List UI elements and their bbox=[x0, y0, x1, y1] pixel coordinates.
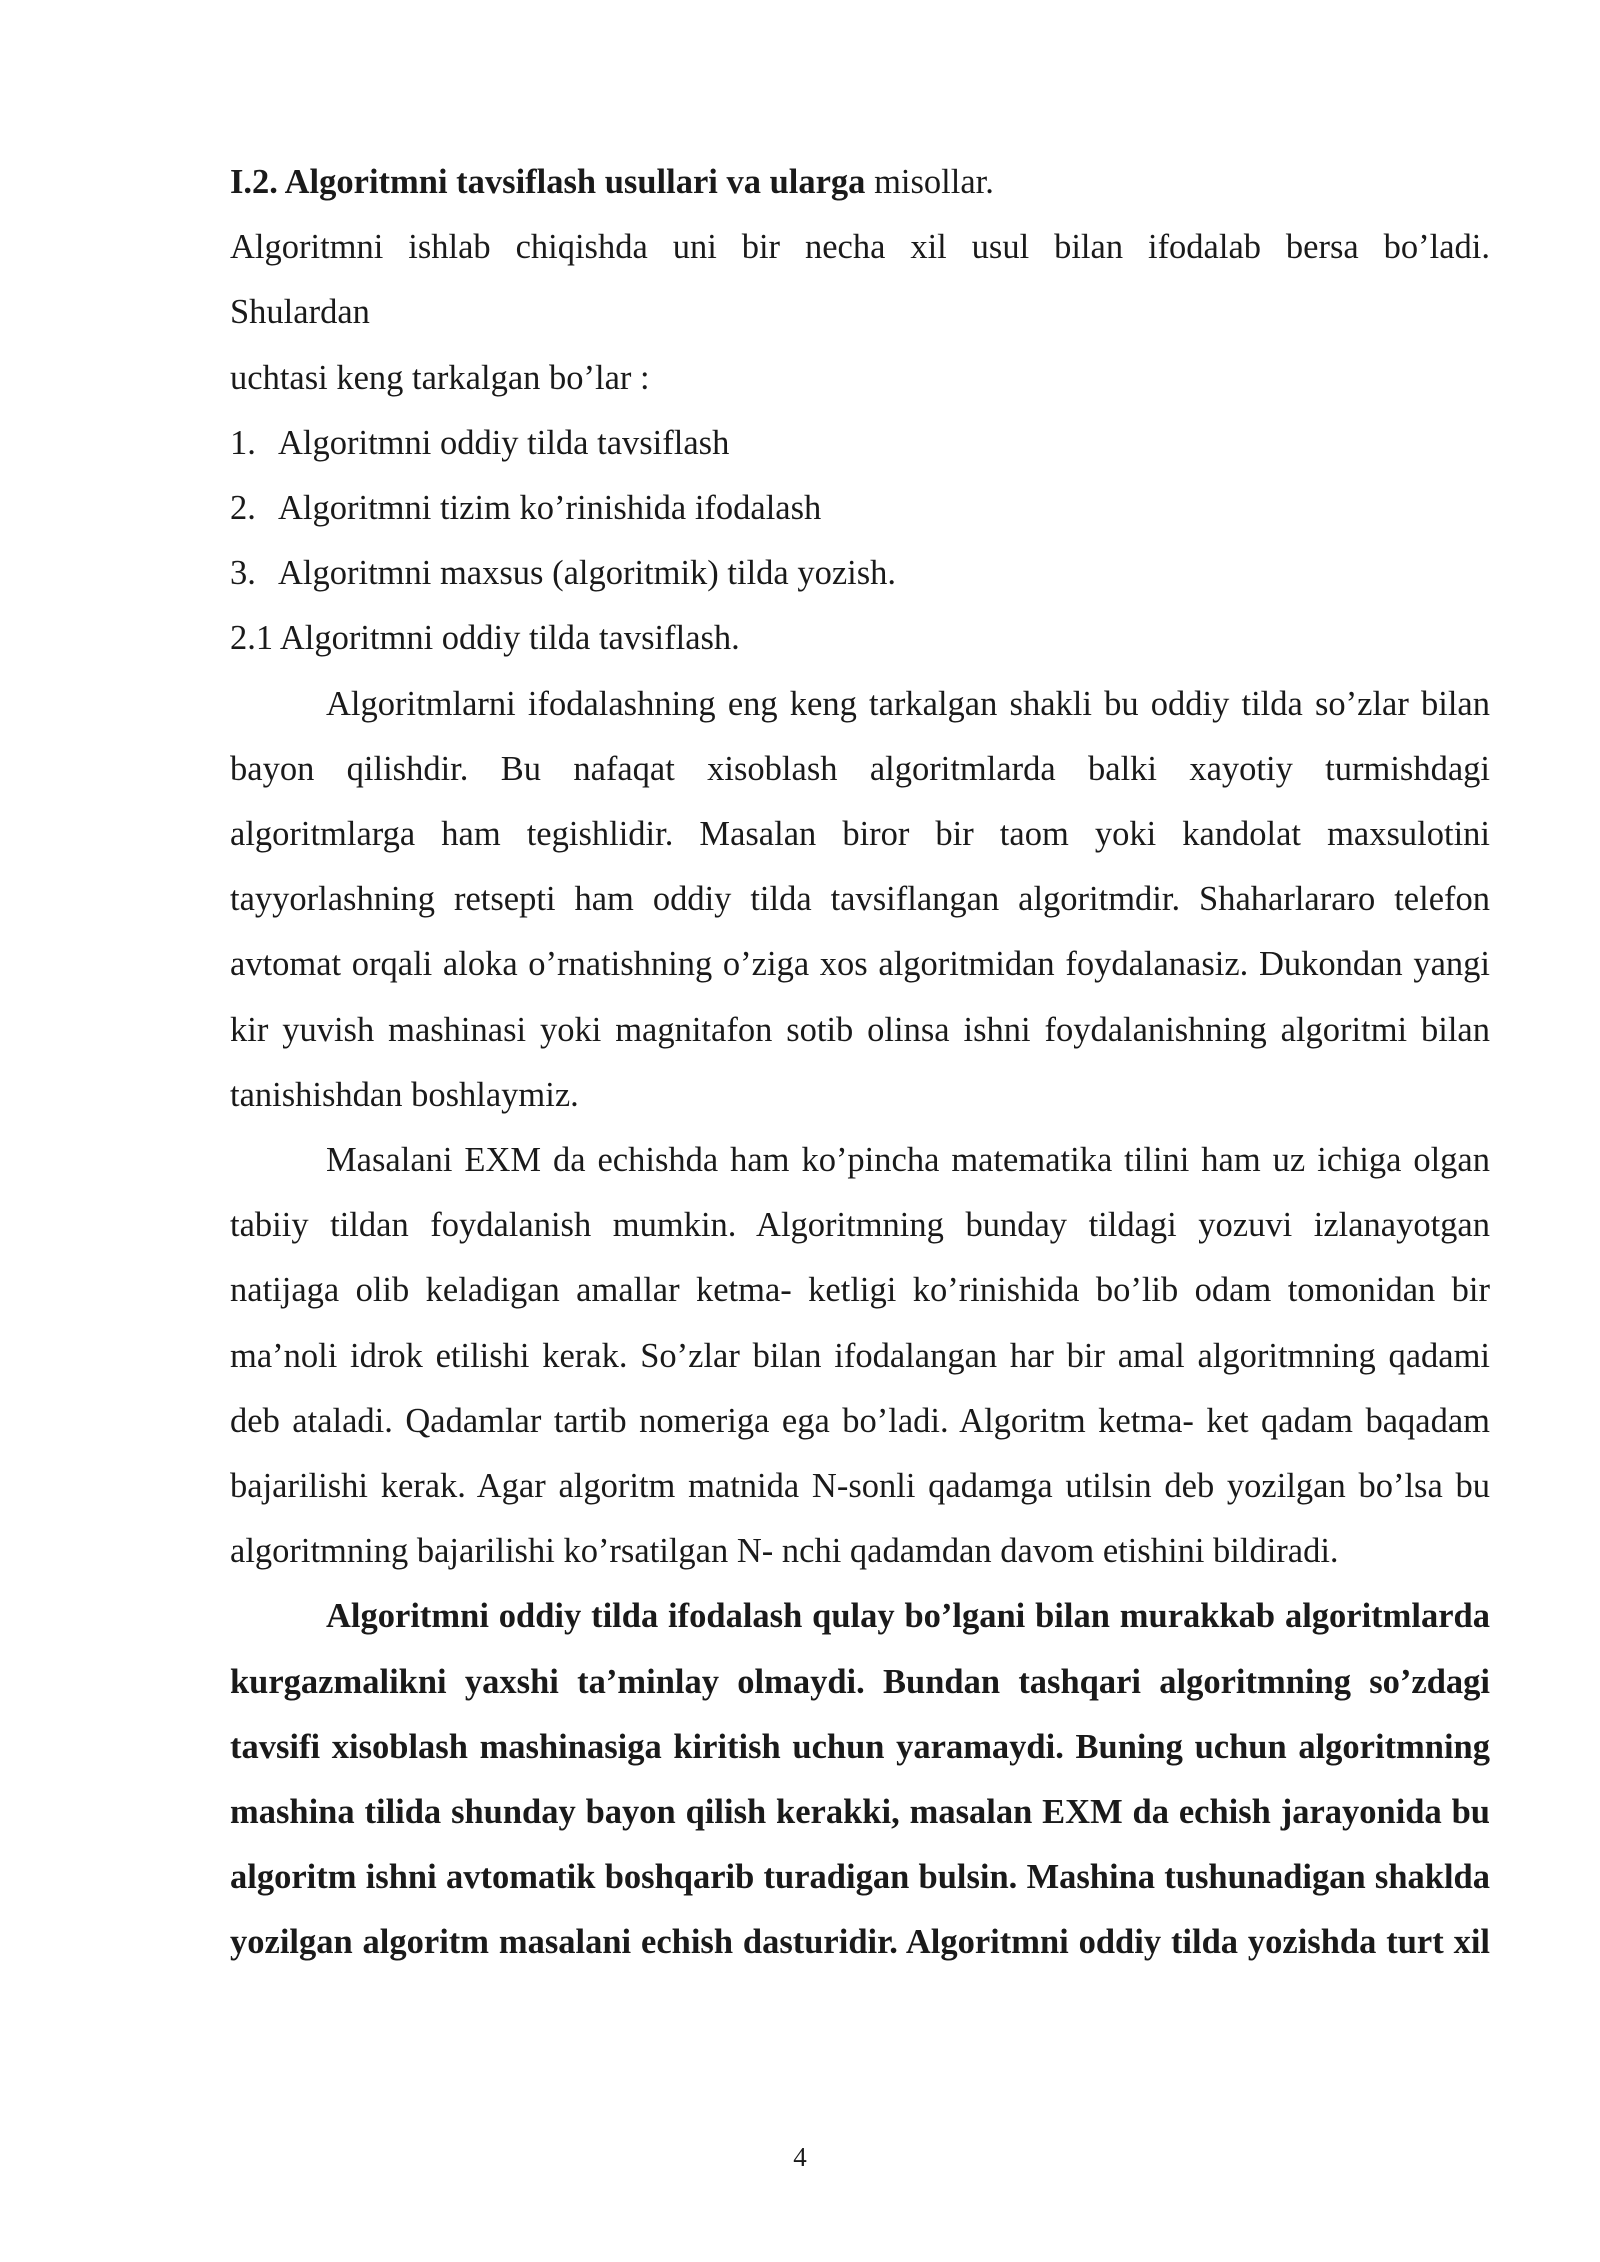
section-heading bbox=[230, 150, 1490, 215]
list-item-text: Algoritmni tizim ko’rinishida ifodalash bbox=[278, 489, 822, 528]
list-item-number: 2. bbox=[230, 489, 256, 528]
body-paragraph-2: Masalani EXM da echishda ham ko’pincha matematika tilini ham uz ichiga olgan tabiiy tildan foydalanish mumkin. Algoritmning bunday tildagi yozuvi izlanayotgan natijaga olib keladigan amallar ketma- ketligi ko’rinishida bo’lib odam tomonidan bir ma’noli idrok etilishi kerak. So’zlar bilan ifodalangan har bir amal algoritmning qadami deb ataladi. Qadamlar tartib nomeriga ega bo’ladi. Algoritm ketma- ket qadam baqadam bajarilishi kerak. Agar algoritm matnida N-sonli qadamga utilsin deb yozilgan bo’lsa bu algoritmning bajarilishi ko’rsatilgan N- nchi qadamdan davom etishini bildiradi. bbox=[230, 1141, 1490, 1571]
section-heading-regular: misollar. bbox=[865, 163, 994, 201]
section-heading-bold: I.2. Algoritmni tavsiflash usullari va ularga bbox=[230, 163, 866, 201]
intro-line-1: Algoritmni ishlab chiqishda uni bir necha xil usul bilan ifodalab bersa bo’ladi. bbox=[230, 228, 1490, 267]
list-item-text: Algoritmni maxsus (algoritmik) tilda yozish. bbox=[278, 554, 897, 593]
document-page bbox=[230, 150, 1490, 1976]
body-paragraph-1: Algoritmlarni ifodalashning eng keng tarkalgan shakli bu oddiy tilda so’zlar bilan bayon qilishdir. Bu nafaqat xisoblash algoritmlarda balki xayotiy turmishdagi algoritmlarga ham tegishlidir. Masalan biror bir taom yoki kandolat maxsulotini tayyorlashning retsepti ham oddiy tilda tavsiflangan algoritmdir. Shaharlararo telefon avtomat orqali aloka o’rnatishning o’ziga xos algoritmidan foydalanasiz. Dukondan yangi kir yuvish mashinasi yoki magnitafon sotib olinsa ishni foydalanishning algoritmi bilan tanishishdan boshlaymiz. bbox=[230, 684, 1490, 1114]
page-number: 4 bbox=[793, 2142, 807, 2172]
list-item bbox=[230, 476, 1490, 541]
intro-line-2: Shulardan bbox=[230, 293, 370, 332]
list-item-text: Algoritmni oddiy tilda tavsiflash bbox=[278, 423, 730, 462]
list-item-number: 1. bbox=[230, 423, 256, 462]
list-item bbox=[230, 411, 1490, 476]
body-paragraph-3: Algoritmni oddiy tilda ifodalash qulay bo’lgani bilan murakkab algoritmlarda kurgazmalikni yaxshi ta’minlay olmaydi. Bundan tashqari algoritmning so’zdagi tavsifi xisoblash mashinasiga kiritish uchun yaramaydi. Buning uchun algoritmning mashina tilida shunday bayon qilish kerakki, masalan EXM da echish jarayonida bu algoritm ishni avtomatik boshqarib turadigan bulsin. Mashina tushunadigan shaklda yozilgan algoritm masalani echish dasturidir. Algoritmni oddiy tilda yozishda turt xil bbox=[230, 1597, 1490, 1962]
methods-list bbox=[230, 411, 1490, 607]
list-item bbox=[230, 541, 1490, 606]
subsection-heading: 2.1 Algoritmni oddiy tilda tavsiflash. bbox=[230, 619, 740, 658]
intro-line-3: uchtasi keng tarkalgan bo’lar : bbox=[230, 358, 650, 397]
list-item-number: 3. bbox=[230, 554, 256, 593]
